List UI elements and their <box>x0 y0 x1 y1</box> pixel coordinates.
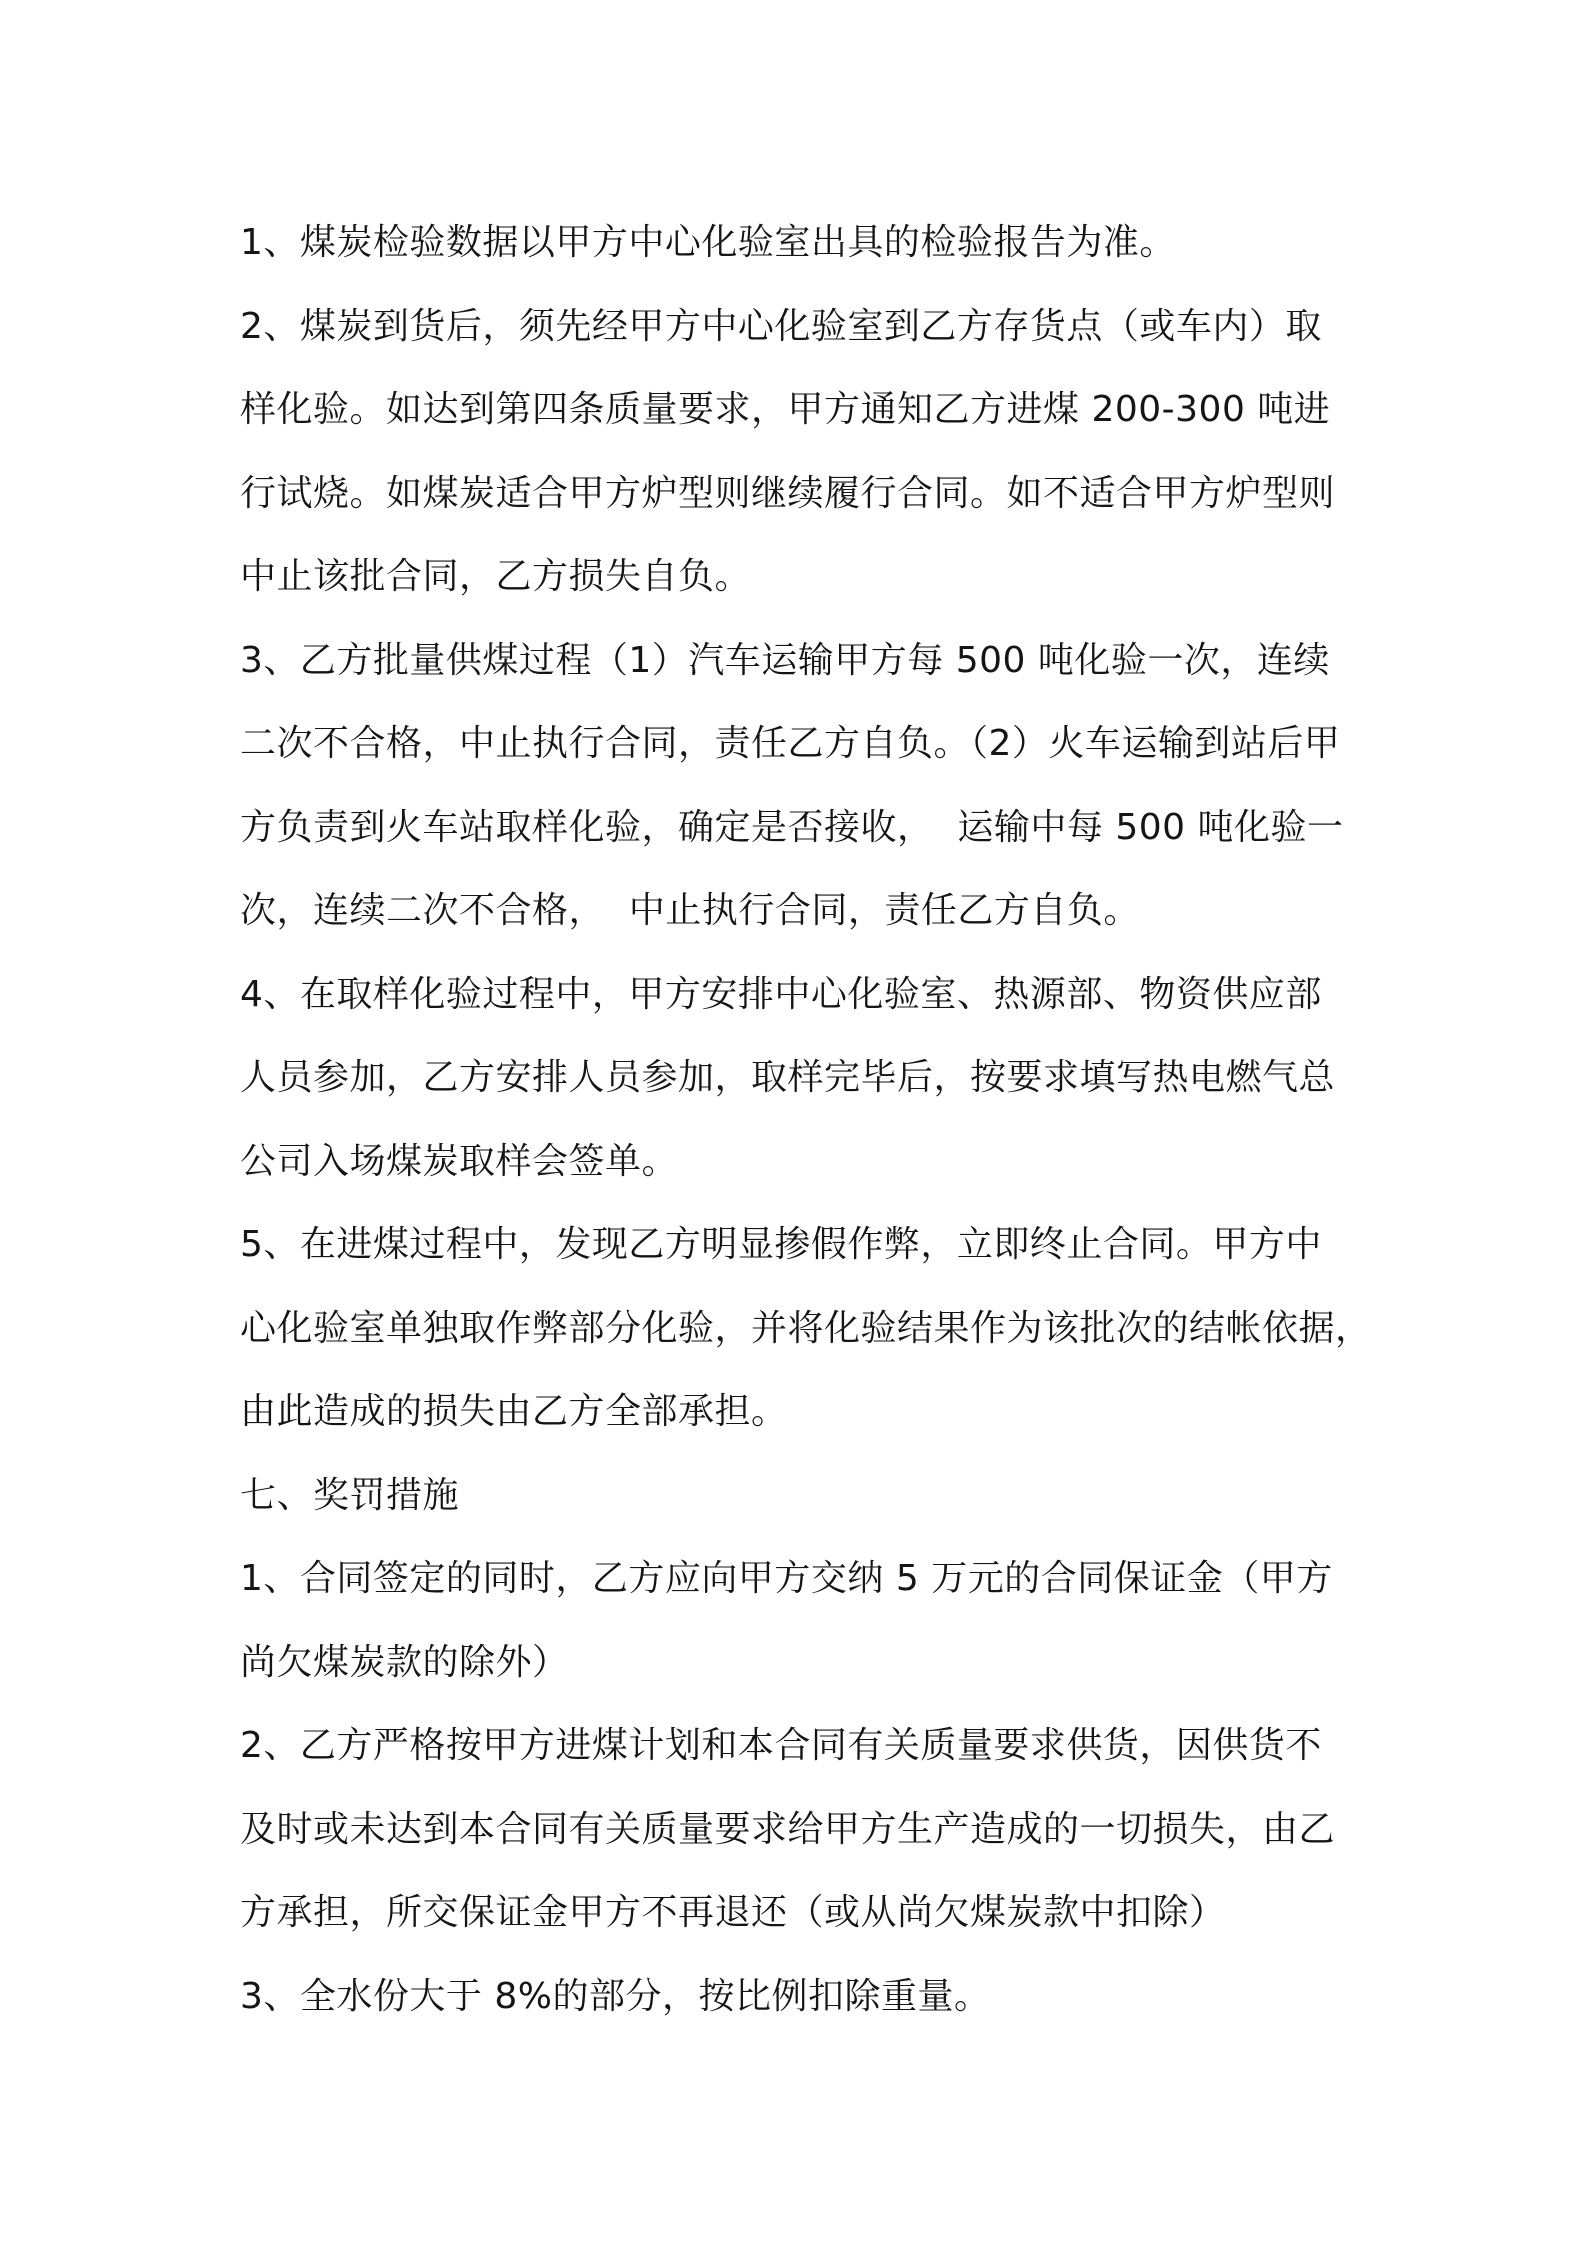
text-line: 1、煤炭检验数据以甲方中心化验室出具的检验报告为准。 <box>240 222 1176 263</box>
text-line: 心化验室单独取作弊部分化验，并将化验结果作为该批次的结帐依据， <box>240 1307 1372 1349</box>
text-line: 方承担，所交保证金甲方不再退还（或从尚欠煤炭款中扣除） <box>240 1892 1226 1933</box>
text-line: 4、在取样化验过程中，甲方安排中心化验室、热源部、物资供应部 <box>240 973 1322 1015</box>
text-line: 5、在进煤过程中，发现乙方明显掺假作弊，立即终止合同。甲方中 <box>240 1224 1322 1265</box>
text-line: 次，连续二次不合格， 中止执行合同，责任乙方自负。 <box>240 890 1140 931</box>
text-line: 人员参加，乙方安排人员参加，取样完毕后，按要求填写热电燃气总 <box>240 1057 1336 1098</box>
text-line: 2、乙方严格按甲方进煤计划和本合同有关质量要求供货，因供货不 <box>240 1725 1322 1766</box>
text-line: 及时或未达到本合同有关质量要求给甲方生产造成的一切损失，由乙 <box>240 1808 1336 1850</box>
text-line: 公司入场煤炭取样会签单。 <box>240 1140 679 1182</box>
text-line: 中止该批合同，乙方损失自负。 <box>240 556 752 597</box>
text-line: 3、全水份大于 8%的部分，按比例扣除重量。 <box>240 1975 991 2017</box>
text-line: 二次不合格，中止执行合同，责任乙方自负。（2）火车运输到站后甲 <box>240 723 1341 764</box>
text-line: 行试烧。如煤炭适合甲方炉型则继续履行合同。如不适合甲方炉型则 <box>240 472 1336 514</box>
text-line: 由此造成的损失由乙方全部承担。 <box>240 1391 788 1432</box>
document-body <box>240 201 1370 2038</box>
text-line: 样化验。如达到第四条质量要求，甲方通知乙方进煤 200-300 吨进 <box>240 389 1331 430</box>
text-line: 1、合同签定的同时，乙方应向甲方交纳 5 万元的合同保证金（甲方 <box>240 1558 1333 1599</box>
text-line: 方负责到火车站取样化验，确定是否接收， 运输中每 500 吨化验一 <box>240 806 1344 848</box>
text-line: 3、乙方批量供煤过程（1）汽车运输甲方每 500 吨化验一次，连续 <box>240 639 1330 681</box>
text-line: 尚欠煤炭款的除外） <box>240 1641 569 1683</box>
section-heading: 七、奖罚措施 <box>240 1474 460 1516</box>
text-line: 2、煤炭到货后，须先经甲方中心化验室到乙方存货点（或车内）取 <box>240 305 1322 347</box>
